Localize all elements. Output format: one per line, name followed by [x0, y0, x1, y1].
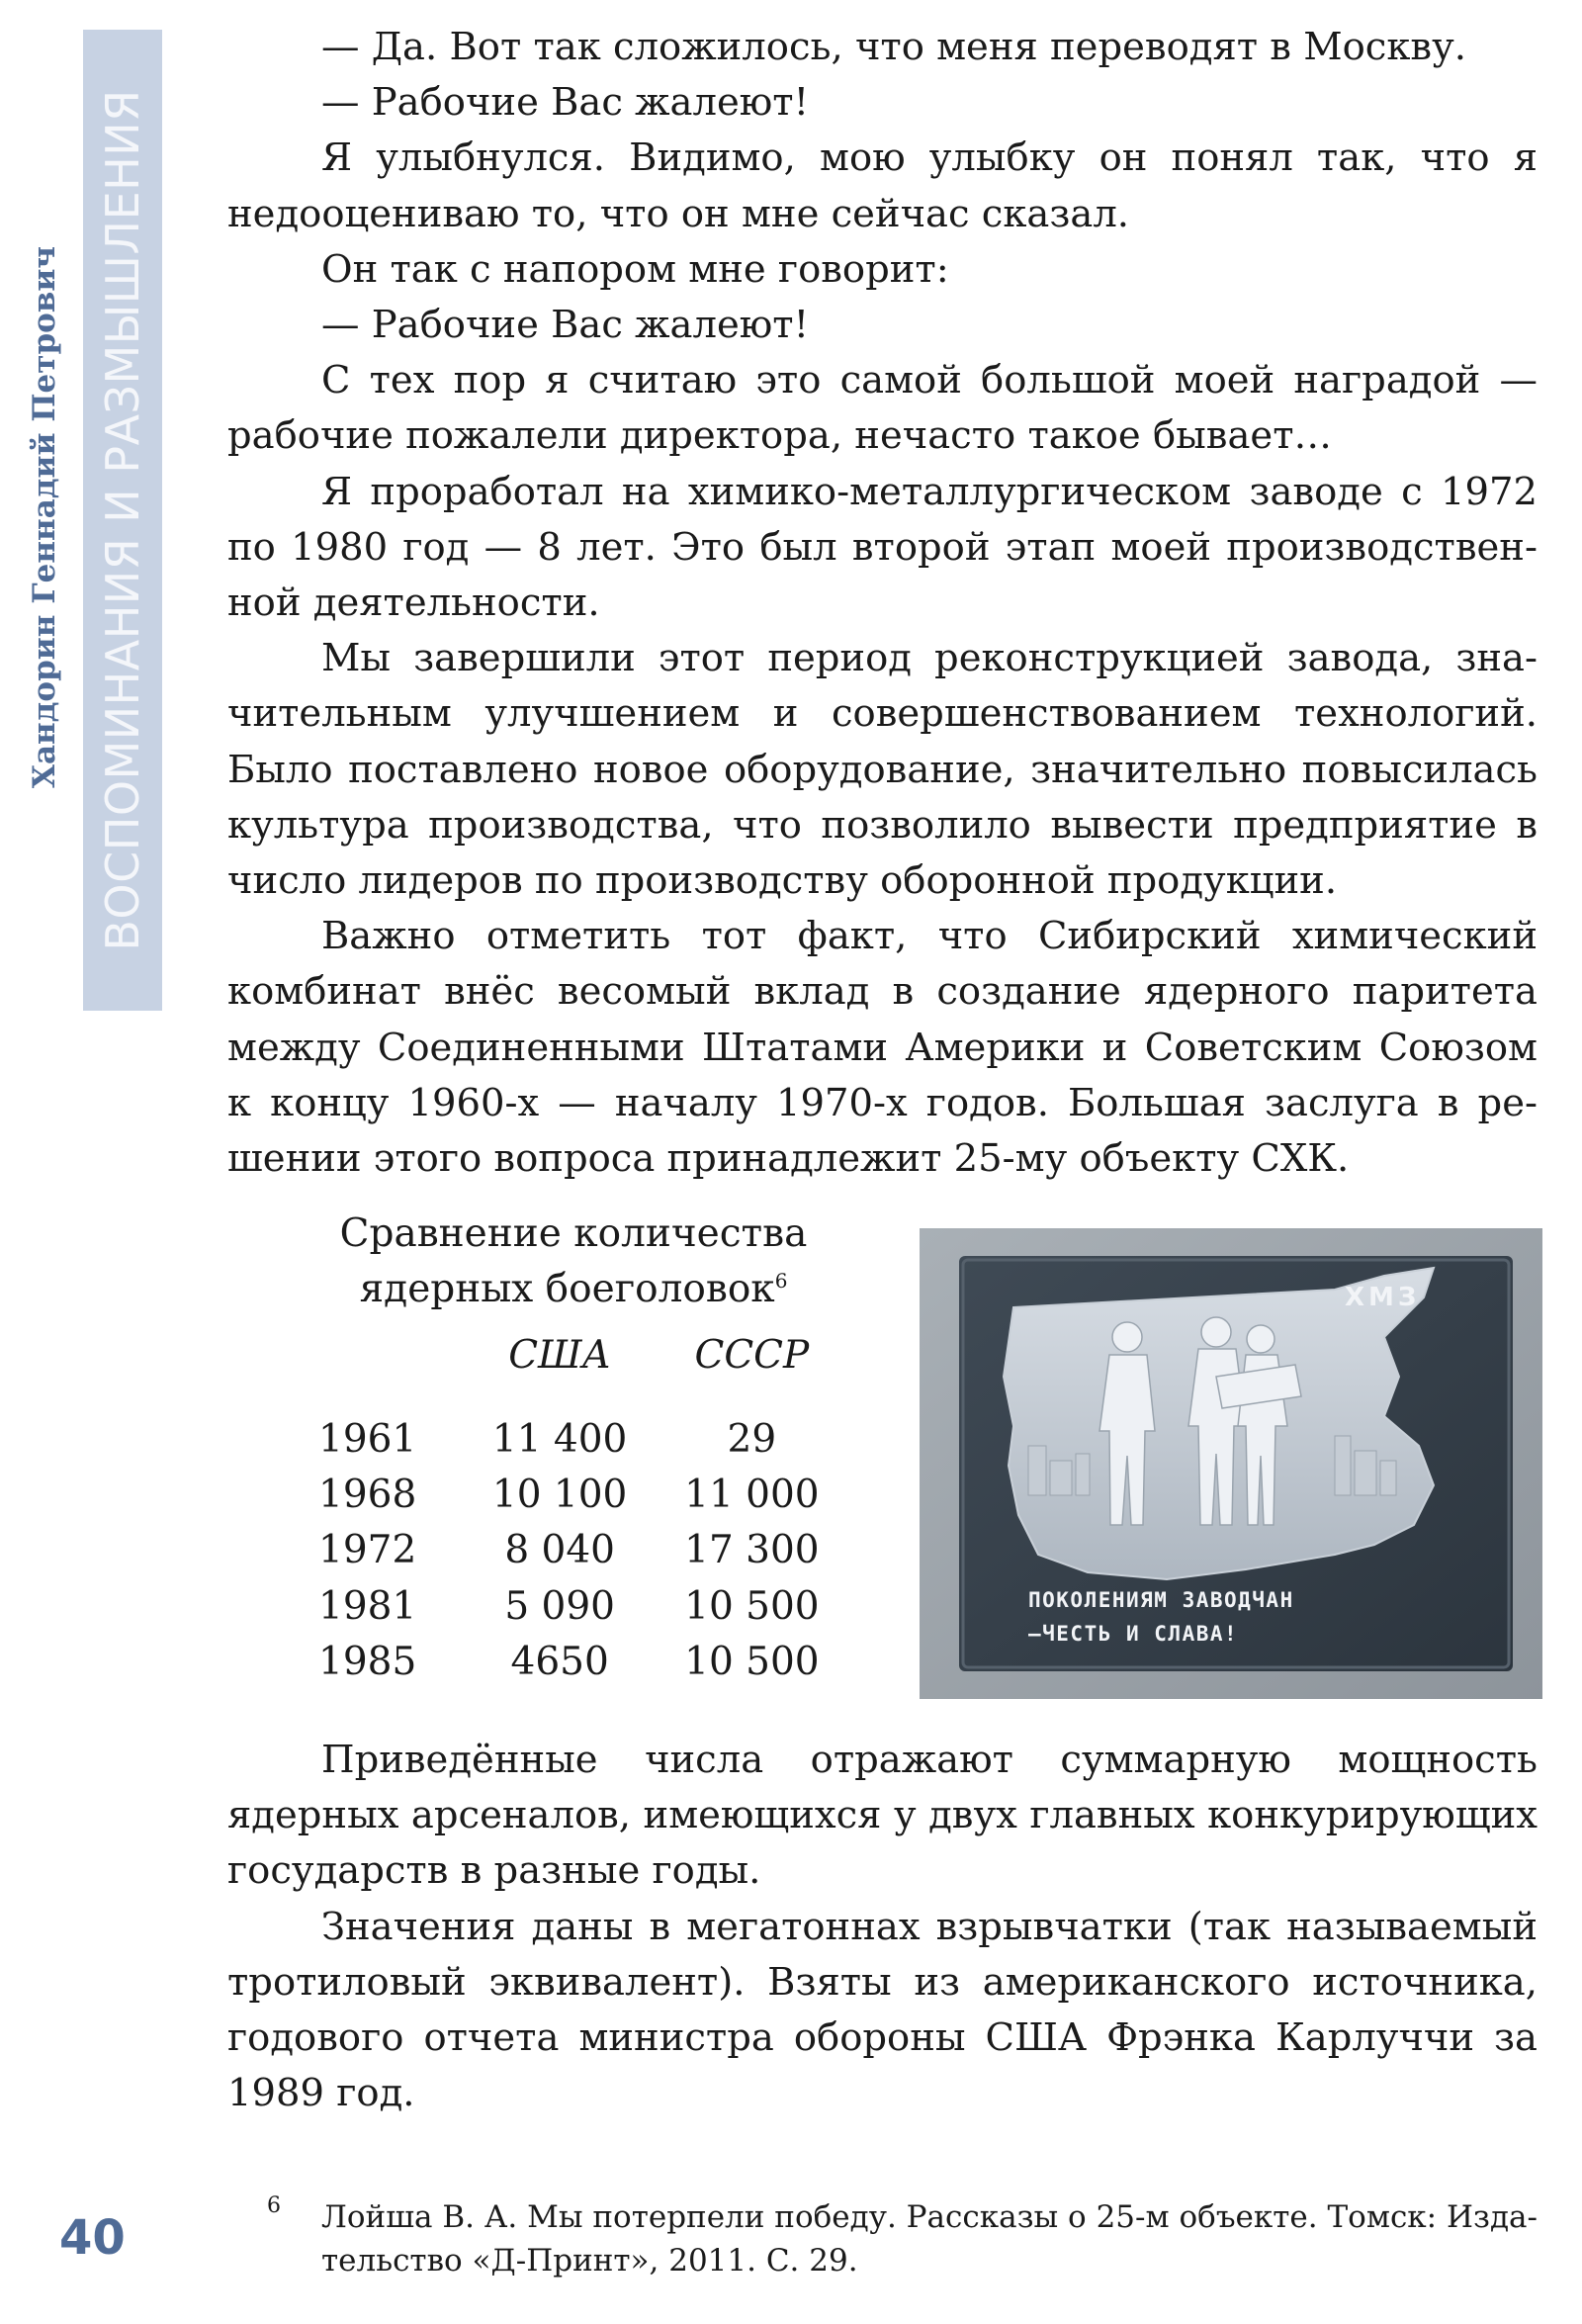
cell-usa: 11 400 [491, 1417, 628, 1462]
page-number: 40 [59, 2210, 126, 2266]
footnote: Лойша В. А. Мы потерпели победу. Рассказы о 25-м объекте. Томск: Издательство «Д-Принт», 2011. С. 29. [321, 2199, 1538, 2279]
cell-ussr: 10 500 [684, 1583, 820, 1629]
paragraph: — Да. Вот так сложилось, что меня переводят в Москву. [321, 25, 1466, 69]
cell-usa: 5 090 [504, 1583, 615, 1629]
cell-usa: 10 100 [491, 1473, 628, 1518]
table-caption-line2: ядерных боеголовок [359, 1267, 775, 1311]
cell-ussr: 29 [727, 1417, 777, 1462]
paragraph: Я проработал на химико-металлургическом заводе с 1972 по 1980 год — 8 лет. Это был второй этап моей производственной деятельности. [227, 469, 1538, 626]
svg-text:ХМЗ: ХМЗ [1345, 1283, 1421, 1312]
body-text-continued [227, 1733, 1538, 2121]
paragraph: Важно отметить тот факт, что Сибирский химический комбинат внёс весомый вклад в создание ядерного паритета между Соединенными Штатами Америки и Советским Союзом к концу 1960-х — началу 1970-х годов. Большая заслуга в решении этого вопроса принадлежит 25-му объекту СХК. [227, 914, 1538, 1182]
paragraph: Он так с напором мне говорит: [321, 246, 949, 292]
header-ussr: СССР [694, 1333, 810, 1378]
table-caption-line1: Сравнение количества [339, 1211, 808, 1256]
cell-year: 1985 [318, 1639, 417, 1684]
cell-year: 1981 [318, 1583, 417, 1629]
series-title: ВОСПОМИНАНИЯ И РАЗМЫШЛЕНИЯ [96, 89, 149, 951]
cell-ussr: 10 500 [684, 1639, 820, 1684]
author-name: Хандорин Геннадий Петрович [27, 245, 62, 789]
paragraph: Приведённые числа отражают суммарную мощность ядерных арсеналов, имеющихся у двух главных конкурирующих государств в разные годы. [227, 1738, 1538, 1894]
paragraph: Мы завершили этот период реконструкцией завода, значительным улучшением и совершенствованием технологий. Было поставлено новое оборудование, значительно повысилась культура производства, что позволило вывести предприятие в число лидеров по производству оборонной продукции. [227, 636, 1538, 904]
table-header-row [297, 1333, 850, 1412]
plaque-emblem [1345, 1283, 1420, 1312]
cell-year: 1961 [318, 1417, 417, 1462]
header-year [297, 1333, 467, 1412]
cell-ussr: 17 300 [684, 1528, 820, 1573]
plaque-photo [920, 1228, 1542, 1699]
table-row [297, 1412, 850, 1468]
cell-usa: 4650 [510, 1639, 609, 1684]
footnote-mark: 6 [267, 2193, 281, 2218]
body-text [227, 20, 1538, 1187]
cell-ussr: 11 000 [684, 1473, 820, 1518]
cell-year: 1968 [318, 1473, 417, 1518]
paragraph: Я улыбнулся. Видимо, мою улыбку он понял так, что я недооцениваю то, что он мне сейчас сказал. [227, 135, 1538, 236]
warheads-table-block [297, 1207, 850, 1690]
table-caption [297, 1207, 850, 1317]
paragraph: — Рабочие Вас жалеют! [321, 80, 810, 126]
paragraph: Значения даны в мегатоннах взрывчатки (так называемый тротиловый эквивалент). Взяты из американского источника, годового отчета министра обороны США Фрэнка Карлуччи за 1989 год. [227, 1904, 1538, 2116]
table-row [297, 1468, 850, 1523]
cell-year: 1972 [318, 1528, 417, 1573]
table-row [297, 1523, 850, 1578]
cell-usa: 8 040 [504, 1528, 615, 1573]
warheads-table [297, 1333, 850, 1690]
table-row [297, 1635, 850, 1690]
paragraph: — Рабочие Вас жалеют! [321, 303, 810, 348]
table-row [297, 1579, 850, 1635]
footnote-ref: 6 [774, 1269, 788, 1293]
header-usa: США [508, 1333, 612, 1378]
plaque-inscription-2: —ЧЕСТЬ И СЛАВА! [1028, 1622, 1239, 1646]
plaque-inscription-1: ПОКОЛЕНИЯМ ЗАВОДЧАН [1028, 1588, 1294, 1612]
paragraph: С тех пор я считаю это самой большой моей наградой — рабочие пожалели директора, нечасто такое бывает… [227, 358, 1538, 459]
